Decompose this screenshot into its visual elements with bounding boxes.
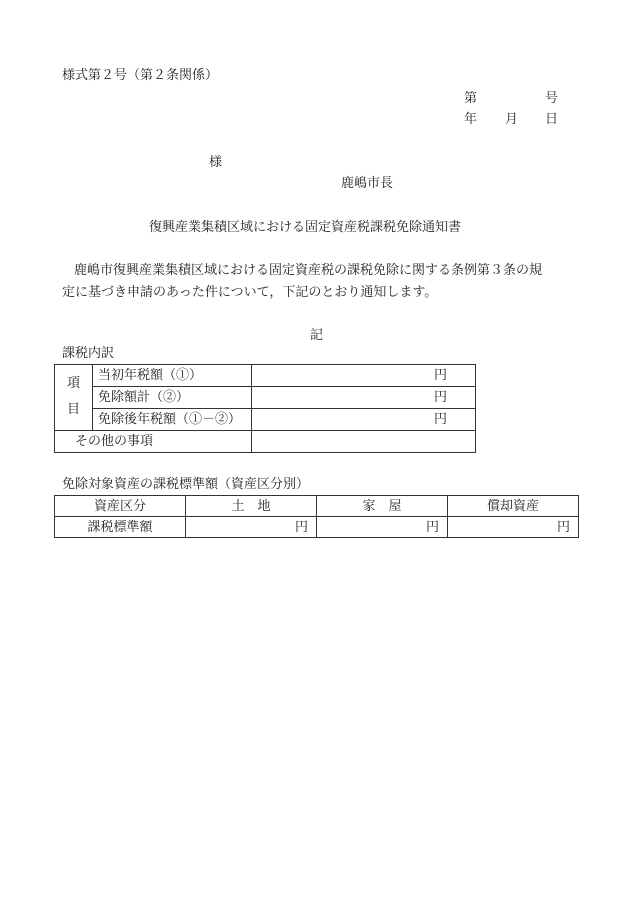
header-house: 家 屋 bbox=[317, 496, 448, 517]
document-title: 復興産業集積区域における固定資産税課税免除通知書 bbox=[149, 220, 462, 235]
section1-heading: 課税内訳 bbox=[62, 346, 115, 361]
other-matters-label: その他の事項 bbox=[55, 431, 252, 453]
ki-label: 記 bbox=[310, 328, 324, 343]
number-go: 号 bbox=[545, 91, 559, 106]
date-year: 年 bbox=[464, 112, 478, 127]
issuer: 鹿嶋市長 bbox=[341, 176, 394, 191]
date-month: 月 bbox=[505, 112, 519, 127]
row-label-tax-standard: 課税標準額 bbox=[55, 517, 186, 538]
section2-heading: 免除対象資産の課税標準額（資産区分別） bbox=[62, 477, 310, 492]
item-label-2: 目 bbox=[66, 402, 80, 417]
item-header-cell bbox=[55, 365, 93, 431]
form-label: 様式第２号（第２条関係） bbox=[62, 68, 219, 83]
row-unit: 円 bbox=[252, 365, 476, 387]
row-label: 当初年税額（①） bbox=[93, 365, 252, 387]
tax-breakdown-table bbox=[54, 364, 476, 453]
addressee-suffix: 様 bbox=[209, 155, 223, 170]
table-header-row bbox=[55, 496, 579, 517]
row-label: 免除後年税額（①－②） bbox=[93, 409, 252, 431]
body-line-2: 定に基づき申請のあった件について，下記のとおり通知します。 bbox=[62, 285, 438, 300]
number-dai: 第 bbox=[464, 91, 478, 106]
tax-standard-table bbox=[54, 495, 579, 538]
depreciable-unit: 円 bbox=[448, 517, 579, 538]
land-unit: 円 bbox=[186, 517, 317, 538]
row-unit: 円 bbox=[252, 387, 476, 409]
table-row bbox=[55, 517, 579, 538]
header-asset-category: 資産区分 bbox=[55, 496, 186, 517]
table-row bbox=[55, 365, 476, 387]
row-unit: 円 bbox=[252, 409, 476, 431]
table-row bbox=[55, 387, 476, 409]
table-row bbox=[55, 409, 476, 431]
body-line-1: 鹿嶋市復興産業集積区域における固定資産税の課税免除に関する条例第３条の規 bbox=[74, 263, 543, 278]
header-land: 土 地 bbox=[186, 496, 317, 517]
item-label-1: 項 bbox=[66, 376, 80, 391]
other-matters-value bbox=[252, 431, 476, 453]
table-row bbox=[55, 431, 476, 453]
header-depreciable-assets: 償却資産 bbox=[448, 496, 579, 517]
house-unit: 円 bbox=[317, 517, 448, 538]
date-day: 日 bbox=[545, 112, 559, 127]
row-label: 免除額計（②） bbox=[93, 387, 252, 409]
